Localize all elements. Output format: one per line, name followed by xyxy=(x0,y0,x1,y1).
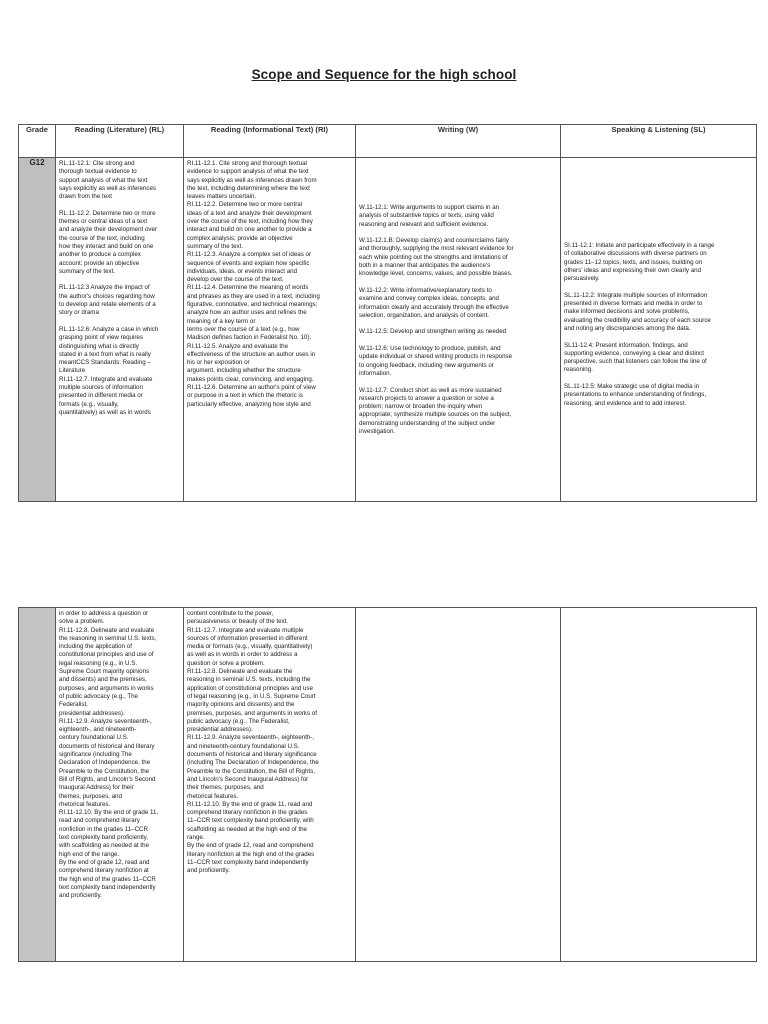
grade-cell: G12 xyxy=(19,158,56,502)
rl-cell-wrap xyxy=(56,608,184,962)
header-reading-literature: Reading (Literature) (RL) xyxy=(56,125,184,158)
w-cell xyxy=(356,608,560,610)
table-row xyxy=(19,608,757,962)
sl-cell: SI.11-12.1: Initiate and participate effectively in a range of collaborative discussions with diverse partners on grades 11–12 topics, texts, and issues, building on others' ideas and expressing their own clearly and persuasively. SL.11-12.2: Integrate multiple sources of information presented in diverse formats and media in order to make informed decisions and solve problems, evaluating the credibility and accuracy of each source and noting any discrepancies among the data. SL11-12.4: Present information, findings, and supporting evidence, conveying a clear and distinct perspective, such that listeners can follow the line of reasoning. SL.11-12.5: Make strategic use of digital media in presentations to enhance understanding of findings, reasoning, and evidence and to add interest. xyxy=(564,242,715,407)
ri-cell: content contribute to the power, persuasiveness or beauty of the text. RI.11-12.7. Integrate and evaluate multiple sources of information presented in different media or formats (e.g., visually, quantitatively) as well as in words in order to address a question or solve a problem. RI.11-12.8. Delineate and evaluate the reasoning in seminal U.S. texts, including the application of constitutional principles and use of legal reasoning (e.g., in U.S. Supreme Court majority opinions and dissents) and the premises, purposes, and arguments in works of public advocacy (e.g., The Federalist, presidential addresses). RI.11-12.9. Analyze seventeenth-, eighteenth-, and nineteenth-century foundational U.S. documents of historical and literary significance (including The Declaration of Independence, the Preamble to the Constitution, the Bill of Rights, and Lincoln's Second Inaugural Address) for their themes, purposes, and rhetorical features. RI.11-12.10. By the end of grade 11, read and comprehend literary nonfiction in the grades 11–CCR text complexity band proficiently, with scaffolding as needed at the high end of the range. By the end of grade 12, read and comprehend literary nonfiction at the high end of the grades 11–CCR text complexity band independently and proficiently. xyxy=(187,610,319,875)
header-row xyxy=(19,125,757,158)
w-cell-wrap xyxy=(356,158,561,502)
page-title: Scope and Sequence for the high school xyxy=(251,67,517,82)
ri-cell: RI.11-12.1. Cite strong and thorough textual evidence to support analysis of what the text says explicitly as well as inferences drawn from the text, including determining where the text leaves matters uncertain. RI.11-12.2. Determine two or more central ideas of a text and analyze their development over the course of the text, including how they interact and build on one another to provide a complex analysis; provide an objective summary of the text. RI.11-12.3. Analyze a complex set of ideas or sequence of events and explain how specific individuals, ideas, or events interact and develop over the course of the text. RI.11-12.4. Determine the meaning of words and phrases as they are used in a text, including figurative, connotative, and technical meanings; analyze how an author uses and refines the meaning of a key term or terms over the course of a text (e.g., how Madison defines faction in Federalist No. 10). RI.11-12.5. Analyze and evaluate the effectiveness of the structure an author uses in his or her exposition or argument, including whether the structure makes points clear, convincing, and engaging. RI.11-12.6. Determine an author's point of view or purpose in a text in which the rhetoric is particularly effective, analyzing how style and xyxy=(187,160,320,408)
header-grade: Grade xyxy=(19,125,56,158)
ri-cell-wrap xyxy=(184,608,356,962)
sl-cell-wrap xyxy=(561,608,757,962)
ri-cell-wrap xyxy=(184,158,356,502)
rl-cell: in order to address a question or solve a problem. RI.11-12.8. Delineate and evaluate the reasoning in seminal U.S. texts, including the application of constitutional principles and use of legal reasoning (e.g., in U.S. Supreme Court majority opinions and dissents) and the premises, purposes, and arguments in works of public advocacy (e.g., The Federalist, presidential addresses). RI.11-12.9. Analyze seventeenth-, eighteenth-, and nineteenth- century foundational U.S. documents of historical and literary significance (including The Declaration of Independence, the Preamble to the Constitution, the Bill of Rights, and Lincoln's Second Inaugural Address) for their themes, purposes, and rhetorical features. RI.11-12.10. By the end of grade 11, read and comprehend literary nonfiction in the grades 11–CCR text complexity band proficiently, with scaffolding as needed at the high end of the range. By the end of grade 12, read and comprehend literary nonfiction at the high end of the grades 11–CCR text complexity band independently and proficiently. xyxy=(59,610,159,900)
header-reading-informational: Reading (Informational Text) (RI) xyxy=(184,125,356,158)
w-cell: W.11-12.1: Write arguments to support claims in an analysis of substantive topics or texts, using valid reasoning and relevant and sufficient evidence. W.11-12.1.B: Develop claim(s) and counterclaims fairly and thoroughly, supplying the most relevant evidence for each while pointing out the strengths and limitations of both in a manner that anticipates the audience's knowledge level, concerns, values, and possible biases. W.11-12.2: Write informative/explanatory texts to examine and convey complex ideas, concepts, and information clearly and accurately through the effective selection, organization, and analysis of content. W.11-12.5: Develop and strengthen writing as needed W.11-12.6: Use technology to produce, publish, and update individual or shared writing products in response to ongoing feedback, including new arguments or information. W.11-12.7: Conduct short as well as more sustained research projects to answer a question or solve a problem; narrow or broaden the inquiry when appropriate; synthesize multiple sources on the subject, demonstrating understanding of the subject under investigation. xyxy=(359,204,514,436)
w-cell-wrap xyxy=(356,608,561,962)
scope-table-part-2 xyxy=(18,607,757,962)
header-writing: Writing (W) xyxy=(356,125,561,158)
sl-cell xyxy=(561,608,756,610)
table-row xyxy=(19,158,757,502)
rl-cell-wrap xyxy=(56,158,184,502)
grade-cell xyxy=(19,608,56,962)
scope-table-part-1 xyxy=(18,124,757,502)
rl-cell: RL.11-12.1: Cite strong and thorough textual evidence to support analysis of what the text says explicitly as well as inferences drawn from the text RL.11-12.2: Determine two or more themes or central ideas of a text and analyze their development over the course of the text, including how they interact and build on one another to produce a complex account; provide an objective summary of the text. RL.11-12.3 Analyze the impact of the author's choices regarding how to develop and relate elements of a story or drama RL.11-12.6: Analyze a case in which grasping point of view requires distinguishing what is directly stated in a text from what is really meantCCS Standards: Reading – Literature RI.11-12.7. Integrate and evaluate multiple sources of information presented in different media or formats (e.g., visually, quantitatively) as well as in words xyxy=(59,160,159,416)
header-speaking-listening: Speaking & Listening (SL) xyxy=(561,125,757,158)
sl-cell-wrap xyxy=(561,158,757,502)
